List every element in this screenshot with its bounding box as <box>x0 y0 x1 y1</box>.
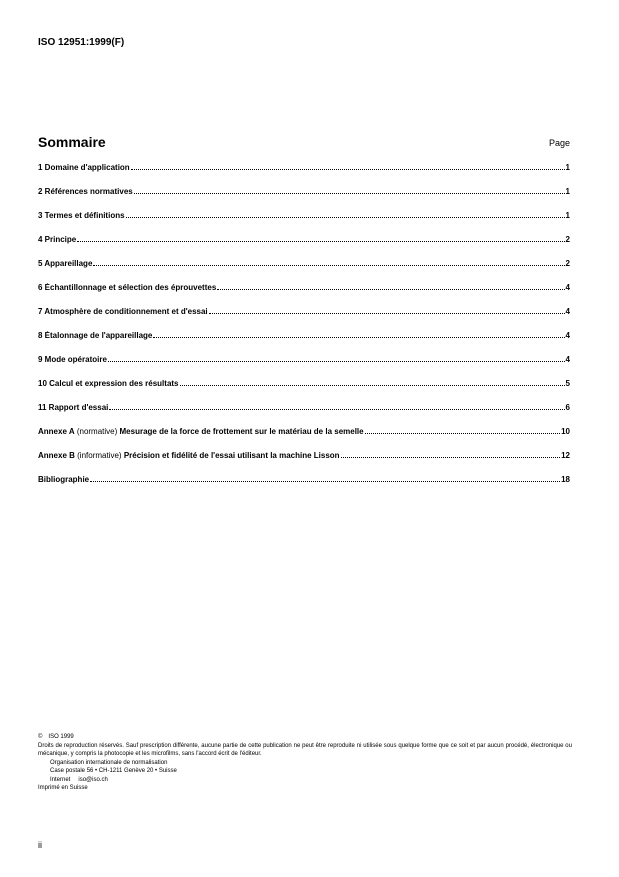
toc-entry-page: 4 <box>565 331 570 340</box>
dot-leader <box>131 169 565 170</box>
postal-address: Case postale 56 • CH-1211 Genève 20 • Suisse <box>50 768 177 774</box>
toc-entry-page: 5 <box>565 379 570 388</box>
internet-line <box>38 776 572 785</box>
toc-entry-page: 4 <box>565 283 570 292</box>
annex-kind: (normative) <box>74 427 120 436</box>
toc-entry-page: 10 <box>561 427 570 436</box>
document-id: ISO 12951:1999(F) <box>38 37 125 48</box>
toc-entry-atmosphere[interactable] <box>38 307 570 331</box>
toc-entry-title <box>38 427 364 436</box>
toc-entry-mode-operatoire[interactable] <box>38 355 570 379</box>
dot-leader <box>134 193 565 194</box>
dot-leader <box>341 457 561 458</box>
toc-heading: Sommaire <box>38 134 106 150</box>
toc-entry-title: 2 Références normatives <box>38 187 133 196</box>
toc-entry-page: 6 <box>565 403 570 412</box>
toc-entry-page: 1 <box>565 187 570 196</box>
dot-leader <box>108 361 565 362</box>
email-link[interactable]: iso@iso.ch <box>78 776 108 783</box>
toc-entry-title: 7 Atmosphère de conditionnement et d'essai <box>38 307 208 316</box>
dot-leader <box>365 433 560 434</box>
copyright-footer <box>38 733 572 793</box>
annex-subtitle: Précision et fidélité de l'essai utilisant la machine Lisson <box>123 451 340 460</box>
dot-leader <box>180 385 565 386</box>
toc-entry-rapport[interactable] <box>38 403 570 427</box>
toc-entry-title: 1 Domaine d'application <box>38 163 130 172</box>
toc-entry-annexe-b[interactable] <box>38 451 570 475</box>
toc-entry-title: 3 Termes et définitions <box>38 211 125 220</box>
toc-entry-page: 1 <box>565 163 570 172</box>
page-number: ii <box>38 840 42 850</box>
toc-entry-page: 1 <box>565 211 570 220</box>
toc-entry-appareillage[interactable] <box>38 259 570 283</box>
toc-entry-annexe-a[interactable] <box>38 427 570 451</box>
dot-leader <box>90 481 560 482</box>
annex-kind: (informative) <box>74 451 124 460</box>
toc-entry-title: 10 Calcul et expression des résultats <box>38 379 179 388</box>
toc-entry-page: 12 <box>561 451 570 460</box>
toc-entry-title: 5 Appareillage <box>38 259 93 268</box>
page-column-label: Page <box>548 138 570 148</box>
toc-entry-page: 4 <box>565 307 570 316</box>
toc-entry-title: 4 Principe <box>38 235 77 244</box>
toc-entry-references[interactable] <box>38 187 570 211</box>
dot-leader <box>153 337 564 338</box>
toc-entry-page: 2 <box>565 235 570 244</box>
organization-name: Organisation internationale de normalisation <box>50 759 168 766</box>
copyright-text: ISO 1999 <box>48 734 74 740</box>
copyright-symbol: © <box>38 734 43 740</box>
dot-leader <box>217 289 564 290</box>
annex-label: Annexe B <box>38 451 75 460</box>
annex-label: Annexe A <box>38 427 75 436</box>
dot-leader <box>209 313 565 314</box>
toc-entry-page: 2 <box>565 259 570 268</box>
dot-leader <box>93 265 564 266</box>
rights-notice: Droits de reproduction réservés. Sauf prescription différente, aucune partie de cette publication ne peut être reproduite ni utilisée sous quelque forme que ce soit et par aucun procédé, électronique ou mécanique, y compris la photocopie et les microfilms, sans l'accord écrit de l'éditeur. <box>38 742 572 757</box>
toc-entry-title: 6 Échantillonnage et sélection des éprouvettes <box>38 283 217 292</box>
dot-leader <box>77 241 564 242</box>
annex-subtitle: Mesurage de la force de frottement sur le matériau de la semelle <box>119 427 364 436</box>
toc-entry-title: Bibliographie <box>38 475 90 484</box>
toc-entry-echantillonnage[interactable] <box>38 283 570 307</box>
toc-entry-bibliographie[interactable] <box>38 475 570 499</box>
dot-leader <box>109 409 564 410</box>
toc-entry-title: 8 Étalonnage de l'appareillage <box>38 331 153 340</box>
toc-entry-etalonnage[interactable] <box>38 331 570 355</box>
table-of-contents <box>38 163 570 499</box>
toc-entry-title: 11 Rapport d'essai <box>38 403 109 412</box>
toc-entry-page: 18 <box>561 475 570 484</box>
internet-label: Internet <box>50 776 71 783</box>
toc-entry-domaine[interactable] <box>38 163 570 187</box>
printed-note: Imprimé en Suisse <box>38 785 88 791</box>
toc-entry-title: 9 Mode opératoire <box>38 355 107 364</box>
toc-entry-title <box>38 451 340 460</box>
toc-entry-calcul[interactable] <box>38 379 570 403</box>
toc-entry-principe[interactable] <box>38 235 570 259</box>
dot-leader <box>126 217 565 218</box>
toc-entry-page: 4 <box>565 355 570 364</box>
toc-entry-termes[interactable] <box>38 211 570 235</box>
copyright-line <box>38 733 572 742</box>
